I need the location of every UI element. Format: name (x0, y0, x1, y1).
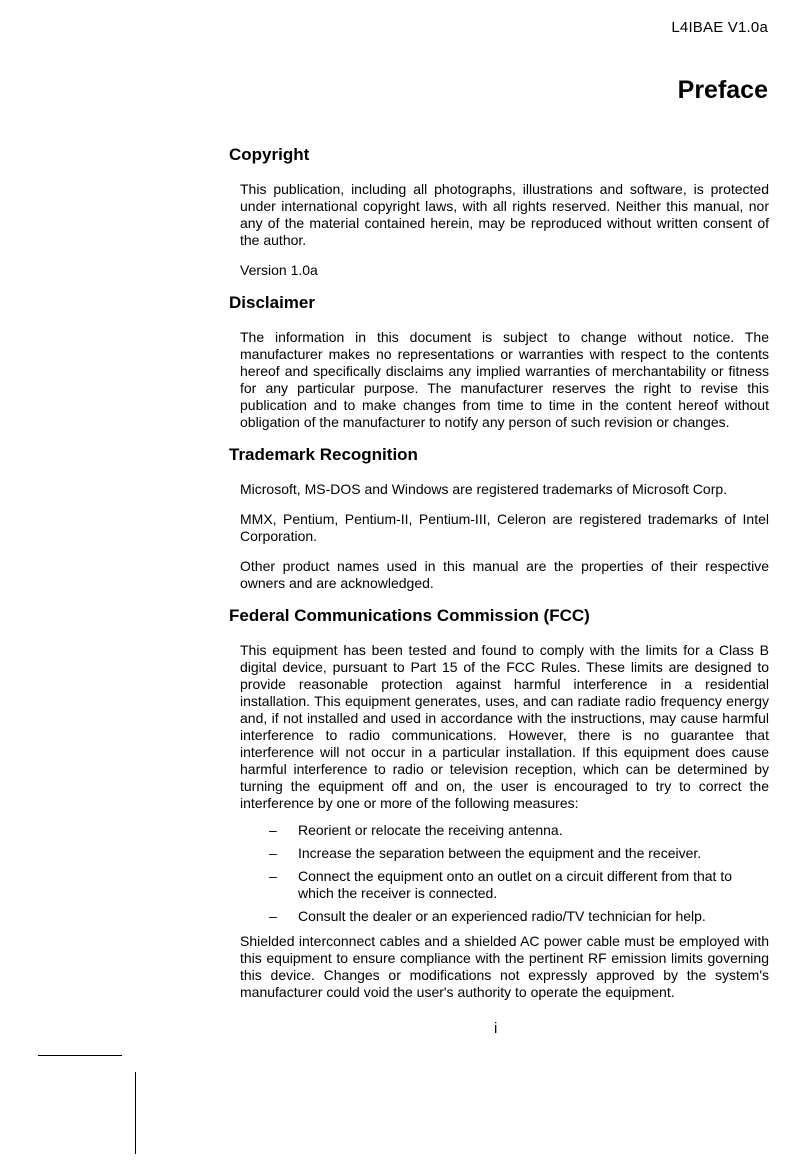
list-item (240, 908, 769, 925)
document-id: L4IBAE V1.0a (671, 19, 768, 36)
disclaimer-paragraph: The information in this document is subject to change without notice. The manufacturer makes no representations or warranties with respect to the contents hereof and specifically disclaims any implied warranties of merchantability or fitness for any particular purpose. The manufacturer reserves the right to revise this publication and to make changes from time to time in the content hereof without obligation of the manufacturer to notify any person of such revision or changes. (240, 329, 769, 430)
trademark-microsoft: Microsoft, MS-DOS and Windows are registered trademarks of Microsoft Corp. (240, 481, 728, 497)
list-item-text: Connect the equipment onto an outlet on a circuit different from that to which the receiver is connected. (298, 868, 733, 901)
footer-vertical-rule (135, 1072, 136, 1154)
fcc-measures-list (240, 822, 769, 925)
trademark-intel: MMX, Pentium, Pentium-II, Pentium-III, Celeron are registered trademarks of Intel Corporation. (240, 511, 769, 544)
dash-marker: – (269, 822, 277, 838)
fcc-heading: Federal Communications Commission (FCC) (229, 606, 590, 625)
disclaimer-section (229, 292, 769, 431)
fcc-paragraph: This equipment has been tested and found to comply with the limits for a Class B digital device, pursuant to Part 15 of the FCC Rules. These limits are designed to provide reasonable protection against harmful interference in a residential installation. This equipment generates, uses, and can radiate radio frequency energy and, if not installed and used in accordance with the instructions, may cause harmful interference to radio communications. However, there is no guarantee that interference will not occur in a particular installation. If this equipment does cause harmful interference to radio or television reception, which can be determined by turning the equipment off and on, the user is encouraged to try to correct the interference by one or more of the following measures: (240, 642, 769, 811)
disclaimer-heading: Disclaimer (229, 293, 315, 312)
preface-content (229, 144, 769, 1014)
copyright-paragraph: This publication, including all photographs, illustrations and software, is protected under international copyright laws, with all rights reserved. Neither this manual, nor any of the material contained herein, may be reproduced without written consent of the author. (240, 181, 769, 248)
version-text: Version 1.0a (240, 262, 318, 278)
list-item-text: Consult the dealer or an experienced radio/TV technician for help. (298, 908, 706, 924)
trademark-section (229, 444, 769, 592)
trademark-others: Other product names used in this manual are the properties of their respective owners and are acknowledged. (240, 558, 769, 591)
page-number: i (494, 1020, 498, 1037)
dash-marker: – (269, 845, 277, 861)
list-item-text: Reorient or relocate the receiving antenna. (298, 822, 563, 838)
page-title: Preface (677, 76, 768, 104)
dash-marker: – (269, 908, 277, 924)
list-item (240, 868, 769, 902)
copyright-heading: Copyright (229, 145, 310, 164)
list-item (240, 845, 769, 862)
list-item-text: Increase the separation between the equipment and the receiver. (298, 845, 702, 861)
trademark-heading: Trademark Recognition (229, 445, 418, 464)
dash-marker: – (269, 868, 277, 884)
copyright-section (229, 144, 769, 279)
fcc-section (229, 605, 769, 1001)
footer-horizontal-rule (38, 1055, 122, 1056)
list-item (240, 822, 769, 839)
fcc-shielding-paragraph: Shielded interconnect cables and a shielded AC power cable must be employed with this equipment to ensure compliance with the pertinent RF emission limits governing this device. Changes or modifications not expressly approved by the system's manufacturer could void the user's authority to operate the equipment. (240, 933, 769, 1000)
